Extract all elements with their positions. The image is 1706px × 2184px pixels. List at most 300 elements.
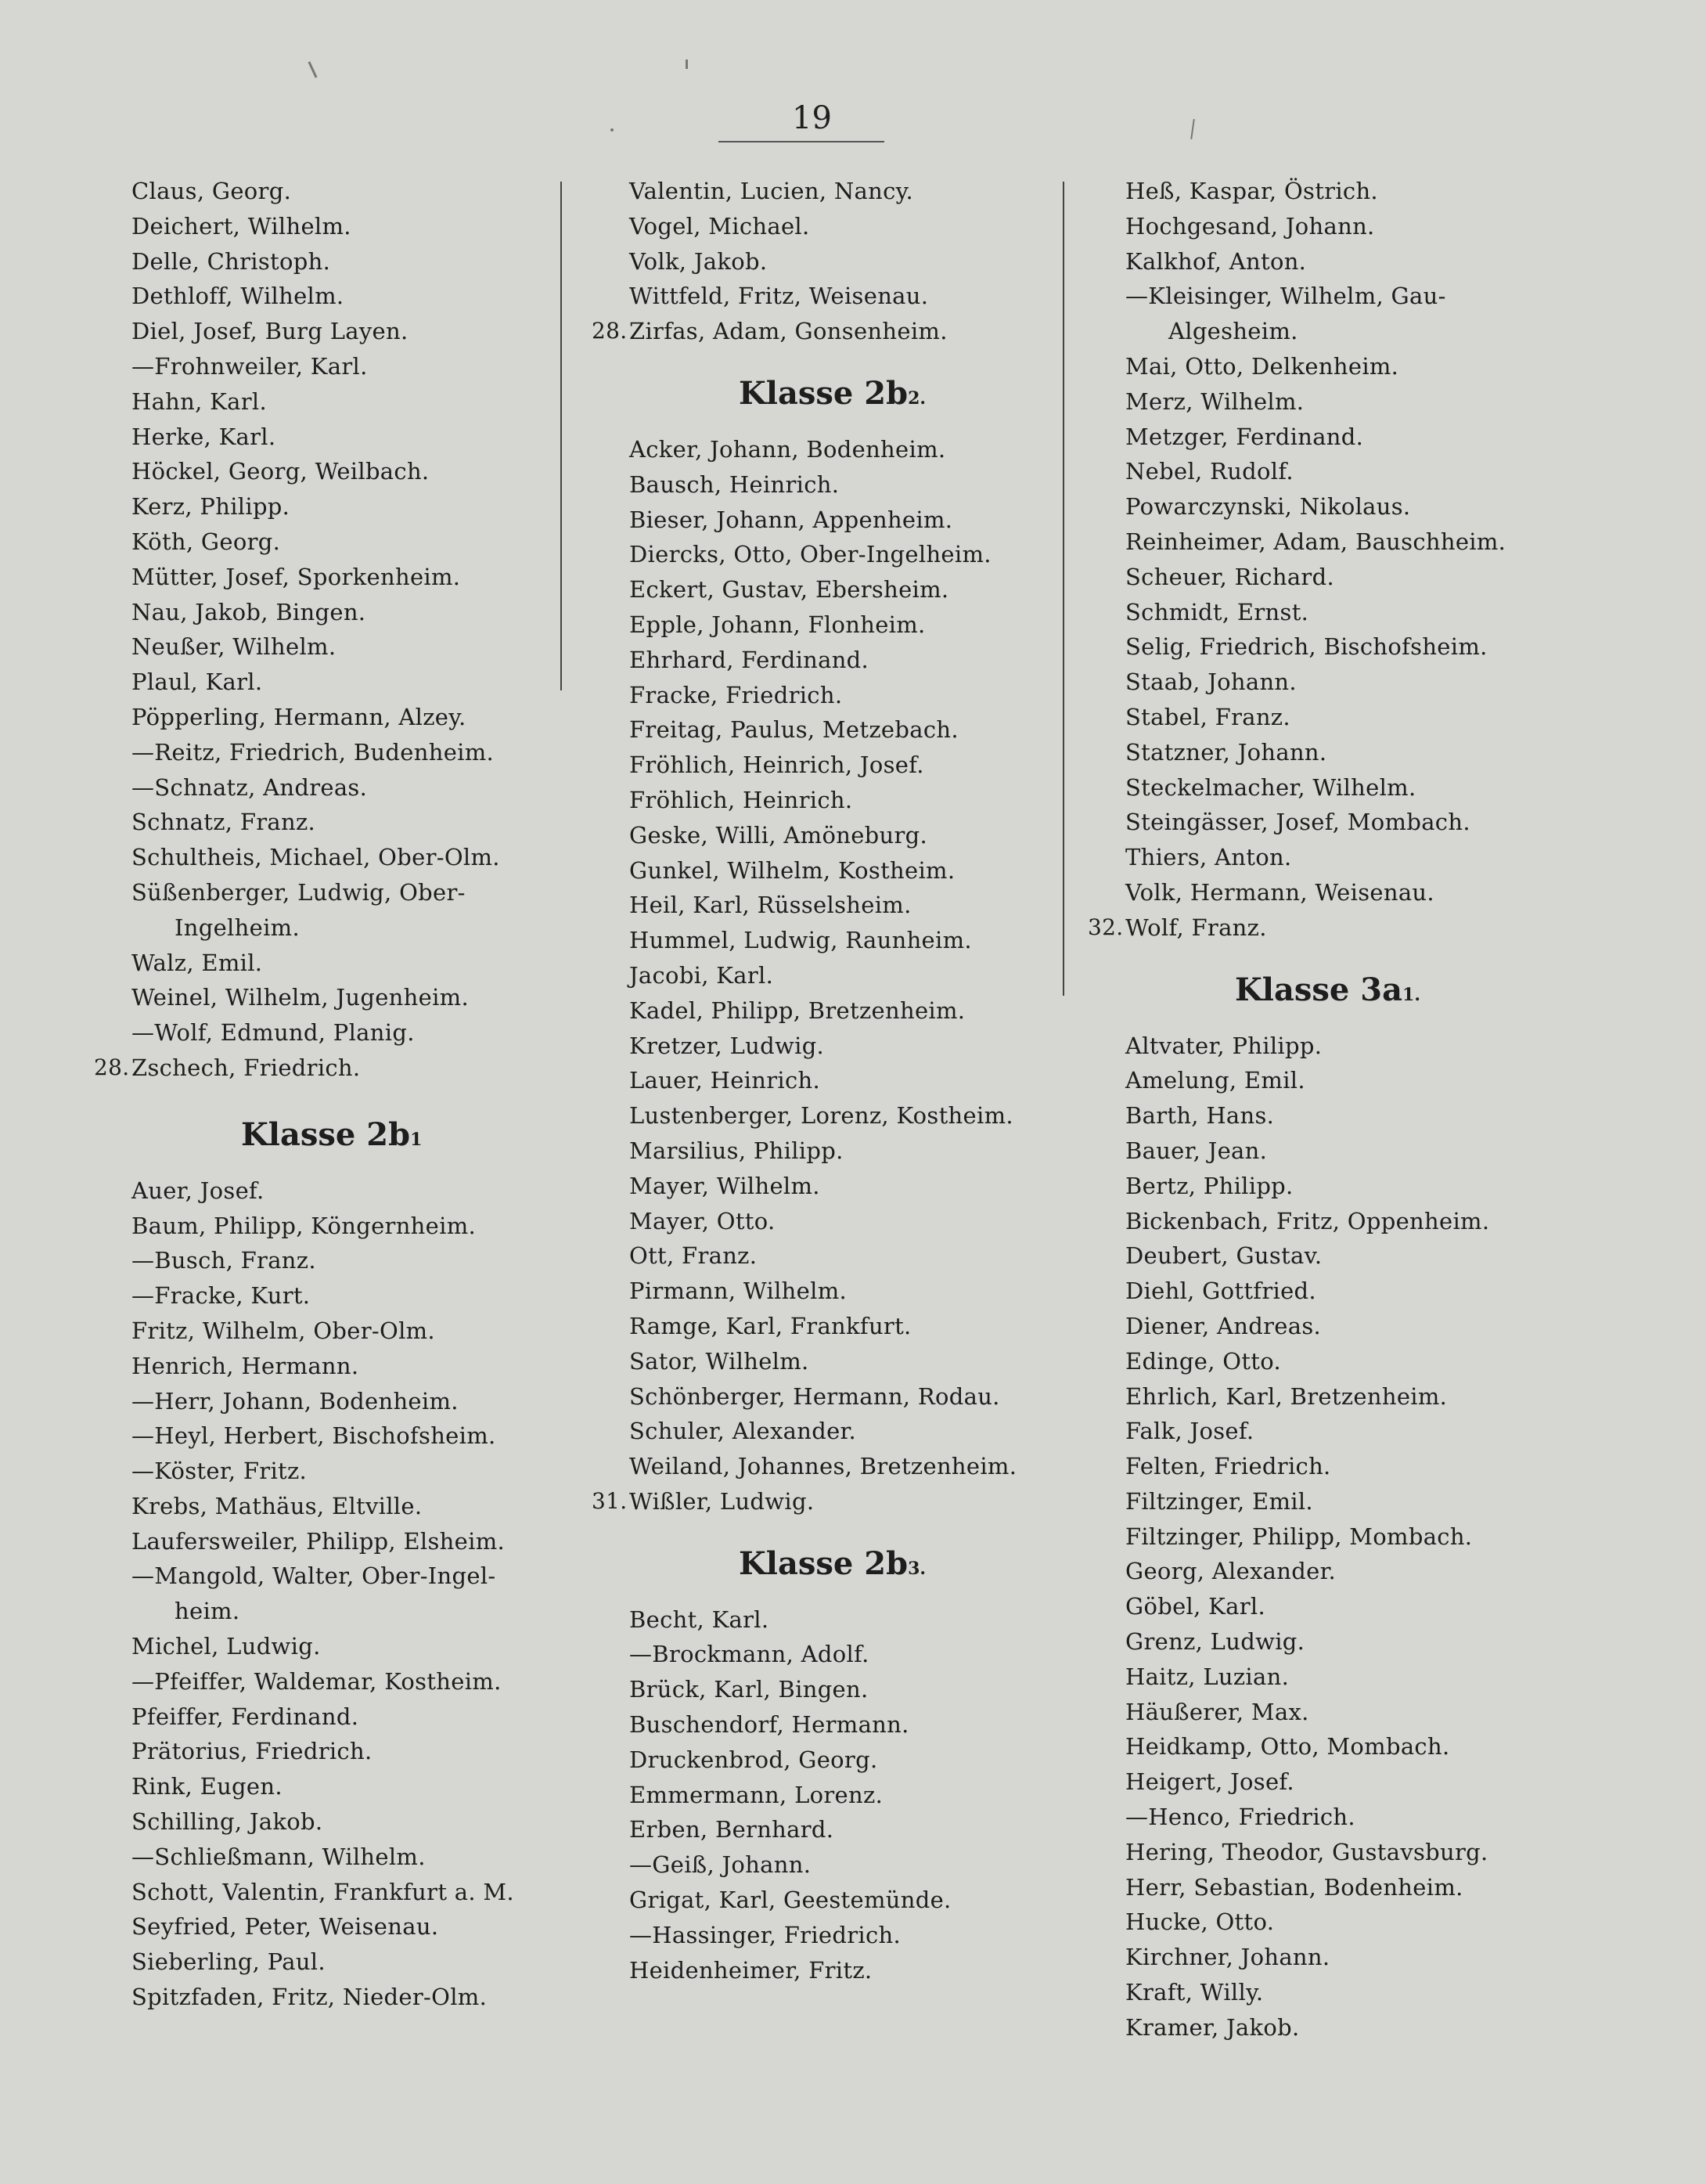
- list-item: [1125, 875, 1626, 910]
- section-gap: [1125, 946, 1626, 955]
- student-name: —Schließmann, Wilhelm.: [131, 1843, 426, 1870]
- list-item: [1125, 279, 1626, 314]
- list-item: [1125, 1309, 1626, 1344]
- student-name: —Brockmann, Adolf.: [629, 1641, 869, 1668]
- list-item: [629, 643, 1130, 678]
- list-item: [629, 1743, 1130, 1778]
- list-item: [1125, 384, 1626, 420]
- class-count: 32.: [1088, 914, 1124, 940]
- student-name: Hochgesand, Johann.: [1125, 212, 1375, 240]
- list-item: [629, 1414, 1130, 1449]
- student-name: Schmidt, Ernst.: [1125, 598, 1309, 625]
- list-item: [131, 1454, 632, 1489]
- list-item: [1088, 910, 1626, 946]
- list-item: [131, 1209, 632, 1244]
- student-name: Acker, Johann, Bodenheim.: [629, 435, 946, 463]
- list-item: [592, 314, 1130, 349]
- list-item: [131, 1699, 632, 1735]
- list-item: [629, 712, 1130, 748]
- class-heading-subscript: 2.: [908, 387, 927, 409]
- student-name: Ehrhard, Ferdinand.: [629, 646, 869, 673]
- student-name: Barth, Hans.: [1125, 1102, 1275, 1130]
- list-item: [629, 818, 1130, 853]
- list-item: [592, 1484, 1130, 1519]
- student-name: Buschendorf, Hermann.: [629, 1711, 909, 1739]
- list-item: [629, 678, 1130, 713]
- student-name: Pirmann, Wilhelm.: [629, 1278, 848, 1305]
- class-heading-label: Klasse 2b: [241, 1115, 411, 1153]
- list-item: [131, 946, 632, 981]
- list-item: [629, 888, 1130, 923]
- student-name: Fracke, Friedrich.: [629, 681, 843, 708]
- list-item: [629, 853, 1130, 888]
- scan-speck: [308, 61, 317, 77]
- student-name: Ramge, Karl, Frankfurt.: [629, 1312, 912, 1339]
- section-gap: [629, 349, 1130, 359]
- list-item: [1125, 1870, 1626, 1905]
- student-name: Heil, Karl, Rüsselsheim.: [629, 892, 912, 919]
- list-item: [131, 1804, 632, 1840]
- student-name: Laufersweiler, Philipp, Elsheim.: [131, 1527, 506, 1555]
- list-item: [629, 503, 1130, 538]
- student-name: Bauer, Jean.: [1125, 1137, 1268, 1164]
- student-name: —Heyl, Herbert, Bischofsheim.: [131, 1422, 496, 1450]
- student-name: Wittfeld, Fritz, Weisenau.: [629, 283, 929, 310]
- student-name: Merz, Wilhelm.: [1125, 387, 1305, 415]
- student-name: Brück, Karl, Bingen.: [629, 1676, 869, 1703]
- list-item: [629, 1778, 1130, 1813]
- list-item: [131, 1840, 632, 1875]
- student-name: Mai, Otto, Delkenheim.: [1125, 352, 1399, 380]
- list-item: [1125, 560, 1626, 595]
- list-item: [629, 748, 1130, 783]
- student-name: —Wolf, Edmund, Planig.: [131, 1019, 415, 1047]
- student-name: Nau, Jakob, Bingen.: [131, 598, 366, 625]
- page-number-rule: [718, 141, 884, 142]
- list-item: [131, 1278, 632, 1314]
- list-item: [131, 595, 632, 630]
- student-name: Georg, Alexander.: [1125, 1558, 1337, 1585]
- class-heading-label: Klasse 2b: [739, 1544, 909, 1582]
- list-item: [131, 1734, 632, 1769]
- list-item: [131, 629, 632, 665]
- student-name: Edinge, Otto.: [1125, 1347, 1281, 1375]
- list-item: [131, 1629, 632, 1664]
- list-item: [1125, 1660, 1626, 1695]
- list-item: [629, 993, 1130, 1029]
- student-name: Häußerer, Max.: [1125, 1698, 1309, 1725]
- list-item: [629, 1883, 1130, 1918]
- student-name: Schott, Valentin, Frankfurt a. M.: [131, 1878, 514, 1905]
- student-name: Dethloff, Wilhelm.: [131, 283, 344, 310]
- class-heading: [629, 359, 1130, 429]
- list-item: [131, 1015, 632, 1051]
- list-item: [1125, 805, 1626, 840]
- student-name: Felten, Friedrich.: [1125, 1453, 1331, 1480]
- list-item-continuation: [1125, 314, 1626, 349]
- list-item: [1125, 595, 1626, 630]
- student-name: Heidenheimer, Fritz.: [629, 1956, 873, 1984]
- student-name: Claus, Georg.: [131, 178, 292, 204]
- student-name: —Busch, Franz.: [131, 1247, 316, 1274]
- student-name: Freitag, Paulus, Metzebach.: [629, 716, 959, 744]
- list-item: [1125, 1414, 1626, 1449]
- student-name: Filtzinger, Emil.: [1125, 1487, 1313, 1515]
- list-item: [629, 1847, 1130, 1883]
- list-item: [629, 279, 1130, 314]
- student-name: Schultheis, Michael, Ober-Olm.: [131, 844, 500, 871]
- list-item: [629, 209, 1130, 244]
- list-item: [131, 1489, 632, 1524]
- student-name: Sator, Wilhelm.: [629, 1347, 809, 1375]
- list-item: [629, 244, 1130, 279]
- student-name: Lauer, Heinrich.: [629, 1067, 820, 1094]
- student-name: Marsilius, Philipp.: [629, 1137, 844, 1164]
- list-item: [1125, 1695, 1626, 1730]
- section-gap: [131, 1086, 632, 1100]
- list-item: [131, 244, 632, 279]
- class-heading-subscript: 1: [410, 1129, 423, 1150]
- scan-speck: [610, 128, 614, 132]
- student-name: Pfeiffer, Ferdinand.: [131, 1703, 359, 1730]
- list-item: [1125, 209, 1626, 244]
- student-name: Kramer, Jakob.: [1125, 2013, 1300, 2041]
- list-item-continuation: [131, 910, 632, 946]
- list-item: [1125, 1764, 1626, 1800]
- student-name: Prätorius, Friedrich.: [131, 1738, 373, 1765]
- student-name: Grenz, Ludwig.: [1125, 1628, 1305, 1656]
- class-heading-subscript: 3.: [908, 1558, 927, 1579]
- student-name: Höckel, Georg, Weilbach.: [131, 458, 430, 485]
- student-name: Fröhlich, Heinrich.: [629, 786, 853, 813]
- list-item: [629, 432, 1130, 467]
- student-name: Heidkamp, Otto, Mombach.: [1125, 1733, 1450, 1761]
- page-number: 19: [792, 100, 832, 136]
- student-name: —Fracke, Kurt.: [131, 1282, 311, 1310]
- student-name: Pöpperling, Hermann, Alzey.: [131, 703, 466, 730]
- student-name: Epple, Johann, Flonheim.: [629, 611, 926, 638]
- student-name: Filtzinger, Philipp, Mombach.: [1125, 1523, 1473, 1550]
- student-name: —Hassinger, Friedrich.: [629, 1921, 901, 1948]
- student-name: Rink, Eugen.: [131, 1773, 283, 1800]
- student-name: Algesheim.: [1168, 318, 1298, 345]
- list-item: [629, 783, 1130, 818]
- list-item: [1125, 1484, 1626, 1519]
- student-name: Kretzer, Ludwig.: [629, 1032, 825, 1059]
- list-item: [1125, 1519, 1626, 1555]
- student-name: Selig, Friedrich, Bischofsheim.: [1125, 633, 1488, 661]
- student-name: Göbel, Karl.: [1125, 1593, 1265, 1620]
- list-item: [131, 1944, 632, 1980]
- list-item: [629, 1204, 1130, 1239]
- student-name: Amelung, Emil.: [1125, 1067, 1305, 1094]
- list-item: [131, 840, 632, 875]
- student-name: Geske, Willi, Amöneburg.: [629, 821, 928, 849]
- list-item: [1125, 174, 1626, 209]
- student-name: Volk, Jakob.: [629, 247, 768, 275]
- student-name: Diercks, Otto, Ober-Ingelheim.: [629, 541, 992, 568]
- list-item: [629, 572, 1130, 607]
- student-name: Schönberger, Hermann, Rodau.: [629, 1382, 1000, 1410]
- list-item: [131, 980, 632, 1015]
- student-name: —Mangold, Walter, Ober-Ingel-: [131, 1562, 496, 1590]
- list-item: [131, 279, 632, 314]
- list-item: [1125, 349, 1626, 384]
- list-item-continuation: [131, 1594, 632, 1629]
- list-item: [1125, 665, 1626, 700]
- student-name: Jacobi, Karl.: [629, 961, 774, 989]
- list-item: [131, 209, 632, 244]
- student-name: Diel, Josef, Burg Layen.: [131, 318, 409, 345]
- class-heading-subscript: 1.: [1402, 984, 1421, 1005]
- student-name: Hahn, Karl.: [131, 387, 267, 415]
- class-count: 31.: [592, 1487, 628, 1514]
- list-item: [1125, 1029, 1626, 1064]
- list-item: [629, 1602, 1130, 1638]
- student-name: Powarczynski, Nikolaus.: [1125, 493, 1411, 521]
- student-name: Kraft, Willy.: [1125, 1979, 1264, 2006]
- list-item: [131, 1664, 632, 1699]
- list-item: [1125, 1940, 1626, 1975]
- student-name: Heigert, Josef.: [1125, 1768, 1294, 1796]
- student-name: Altvater, Philipp.: [1125, 1032, 1323, 1059]
- student-name: Volk, Hermann, Weisenau.: [1125, 878, 1434, 906]
- list-item: [629, 1707, 1130, 1743]
- list-item: [131, 489, 632, 524]
- student-name: Hering, Theodor, Gustavsburg.: [1125, 1838, 1488, 1865]
- student-name: —Kleisinger, Wilhelm, Gau-: [1125, 283, 1446, 310]
- list-item: [131, 314, 632, 349]
- student-name: Falk, Josef.: [1125, 1418, 1254, 1445]
- student-name: Weinel, Wilhelm, Jugenheim.: [131, 984, 469, 1011]
- student-name: Erben, Bernhard.: [629, 1816, 834, 1843]
- student-name: Walz, Emil.: [131, 949, 263, 976]
- list-item: [131, 805, 632, 840]
- student-name: Kadel, Philipp, Bretzenheim.: [629, 996, 966, 1024]
- student-name: Schuler, Alexander.: [629, 1418, 857, 1445]
- student-name: Bieser, Johann, Appenheim.: [629, 506, 953, 533]
- student-name: Vogel, Michael.: [629, 212, 810, 240]
- list-item: [1125, 1238, 1626, 1274]
- student-name: Baum, Philipp, Köngernheim.: [131, 1212, 477, 1239]
- list-item: [629, 1029, 1130, 1064]
- student-name: Metzger, Ferdinand.: [1125, 423, 1364, 450]
- student-name: Auer, Josef.: [131, 1177, 265, 1204]
- list-item: [1125, 1133, 1626, 1169]
- list-item: [1125, 524, 1626, 560]
- student-name: Michel, Ludwig.: [131, 1633, 321, 1660]
- student-name: Mütter, Josef, Sporkenheim.: [131, 563, 461, 590]
- class-heading: [131, 1100, 632, 1170]
- student-name: Steckelmacher, Wilhelm.: [1125, 773, 1416, 801]
- list-item: [629, 1238, 1130, 1274]
- class-heading: [1125, 955, 1626, 1025]
- list-item: [629, 1449, 1130, 1484]
- list-item: [629, 923, 1130, 958]
- list-item: [629, 607, 1130, 643]
- list-item: [131, 384, 632, 420]
- list-item: [629, 1344, 1130, 1379]
- list-item: [1125, 1624, 1626, 1660]
- student-name: Süßenberger, Ludwig, Ober-: [131, 878, 466, 906]
- student-name: Mayer, Wilhelm.: [629, 1172, 820, 1199]
- student-name: Becht, Karl.: [629, 1606, 769, 1633]
- student-name: Lustenberger, Lorenz, Kostheim.: [629, 1102, 1013, 1130]
- list-item: [629, 1672, 1130, 1707]
- student-name: Heß, Kaspar, Östrich.: [1125, 178, 1378, 204]
- list-item: [629, 1274, 1130, 1309]
- list-item: [1125, 420, 1626, 455]
- list-item: [131, 1980, 632, 2015]
- list-item: [131, 560, 632, 595]
- student-name: Diehl, Gottfried.: [1125, 1278, 1316, 1305]
- student-name: Emmermann, Lorenz.: [629, 1781, 884, 1808]
- student-name: Gunkel, Wilhelm, Kostheim.: [629, 856, 956, 884]
- list-item: [131, 770, 632, 805]
- student-name: Stabel, Franz.: [1125, 703, 1290, 730]
- student-name: —Köster, Fritz.: [131, 1458, 308, 1485]
- student-name: Nebel, Rudolf.: [1125, 458, 1294, 485]
- list-item: [629, 1098, 1130, 1133]
- student-name: Henrich, Hermann.: [131, 1352, 359, 1379]
- list-item: [131, 1243, 632, 1278]
- class-count: 28.: [94, 1054, 130, 1080]
- student-name: Zirfas, Adam, Gonsenheim.: [629, 318, 948, 345]
- student-name: Herr, Sebastian, Bodenheim.: [1125, 1873, 1463, 1901]
- student-name: Zschech, Friedrich.: [131, 1054, 361, 1081]
- list-item: [1125, 1379, 1626, 1415]
- student-name: Hucke, Otto.: [1125, 1908, 1275, 1936]
- list-item: [131, 1559, 632, 1594]
- list-item: [1125, 1800, 1626, 1835]
- list-item: [131, 1875, 632, 1910]
- student-name: heim.: [175, 1598, 240, 1625]
- list-item: [1125, 840, 1626, 875]
- list-item: [1125, 735, 1626, 770]
- list-item: [629, 1953, 1130, 1988]
- student-name: Sieberling, Paul.: [131, 1948, 326, 1976]
- list-item: [94, 1051, 632, 1086]
- student-name: Druckenbrod, Georg.: [629, 1746, 878, 1773]
- student-name: —Schnatz, Andreas.: [131, 773, 368, 801]
- student-name: Kalkhof, Anton.: [1125, 247, 1307, 275]
- list-item: [629, 174, 1130, 209]
- list-item: [629, 958, 1130, 993]
- student-name: Krebs, Mathäus, Eltville.: [131, 1492, 423, 1519]
- list-item: [629, 1637, 1130, 1672]
- list-item: [629, 537, 1130, 572]
- list-item: [1125, 1063, 1626, 1098]
- list-item: [1125, 1729, 1626, 1764]
- list-item: [1125, 1204, 1626, 1239]
- student-name: Ott, Franz.: [629, 1242, 758, 1270]
- list-item: [131, 1314, 632, 1349]
- list-item: [629, 1133, 1130, 1169]
- list-item: [131, 349, 632, 384]
- scan-speck: [686, 59, 688, 69]
- student-name: Delle, Christoph.: [131, 247, 331, 275]
- list-item: [1125, 1835, 1626, 1870]
- student-name: —Herr, Johann, Bodenheim.: [131, 1387, 459, 1415]
- student-name: Wißler, Ludwig.: [629, 1487, 815, 1515]
- list-item: [629, 1918, 1130, 1953]
- student-name: —Frohnweiler, Karl.: [131, 352, 368, 380]
- list-item: [1125, 1975, 1626, 2010]
- student-name: —Reitz, Friedrich, Budenheim.: [131, 738, 495, 766]
- student-name: Steingässer, Josef, Mombach.: [1125, 809, 1470, 836]
- student-name: Fritz, Wilhelm, Ober-Olm.: [131, 1317, 435, 1344]
- list-item: [131, 700, 632, 735]
- list-item: [131, 1384, 632, 1419]
- class-heading-label: Klasse 2b: [739, 374, 909, 412]
- student-name: Bertz, Philipp.: [1125, 1172, 1294, 1199]
- student-name: Schilling, Jakob.: [131, 1808, 323, 1836]
- student-name: Thiers, Anton.: [1125, 844, 1292, 871]
- student-name: Köth, Georg.: [131, 528, 281, 555]
- student-name: Schnatz, Franz.: [131, 809, 316, 836]
- list-item: [629, 1379, 1130, 1415]
- list-item: [629, 1063, 1130, 1098]
- list-item: [131, 735, 632, 770]
- list-item: [131, 1909, 632, 1944]
- student-name: Deubert, Gustav.: [1125, 1242, 1323, 1270]
- list-item: [1125, 454, 1626, 489]
- student-name: Neußer, Wilhelm.: [131, 633, 337, 661]
- column-right: [1088, 174, 1626, 2045]
- list-item: [131, 1349, 632, 1384]
- list-item: [131, 420, 632, 455]
- class-count: 28.: [592, 318, 628, 344]
- list-item: [131, 454, 632, 489]
- list-item: [1125, 2010, 1626, 2045]
- student-name: —Pfeiffer, Waldemar, Kostheim.: [131, 1667, 502, 1695]
- student-name: Kirchner, Johann.: [1125, 1944, 1330, 1971]
- student-name: Plaul, Karl.: [131, 669, 263, 696]
- class-heading-label: Klasse 3a: [1235, 971, 1403, 1008]
- student-name: Weiland, Johannes, Bretzenheim.: [629, 1453, 1017, 1480]
- student-name: Spitzfaden, Fritz, Nieder-Olm.: [131, 1984, 488, 2011]
- student-name: Ingelheim.: [175, 914, 300, 941]
- student-name: Kerz, Philipp.: [131, 493, 290, 521]
- list-item: [1125, 1098, 1626, 1133]
- list-item: [131, 524, 632, 560]
- list-item: [1125, 1169, 1626, 1204]
- list-item: [1125, 770, 1626, 805]
- list-item: [629, 467, 1130, 503]
- student-name: Haitz, Luzian.: [1125, 1663, 1290, 1690]
- section-gap: [629, 1519, 1130, 1529]
- student-name: Deichert, Wilhelm.: [131, 212, 351, 240]
- list-item: [1125, 1589, 1626, 1624]
- student-name: Herke, Karl.: [131, 423, 276, 450]
- student-name: —Geiß, Johann.: [629, 1851, 812, 1879]
- list-item: [1125, 489, 1626, 524]
- list-item: [1125, 244, 1626, 279]
- list-item: [1125, 700, 1626, 735]
- student-name: Staab, Johann.: [1125, 669, 1297, 696]
- student-name: Scheuer, Richard.: [1125, 563, 1334, 590]
- student-name: Bickenbach, Fritz, Oppenheim.: [1125, 1207, 1490, 1234]
- class-heading: [629, 1529, 1130, 1599]
- list-item: [1125, 1905, 1626, 1940]
- list-item: [1125, 1449, 1626, 1484]
- student-name: Bausch, Heinrich.: [629, 470, 840, 498]
- list-item: [131, 1524, 632, 1559]
- list-item: [1125, 1344, 1626, 1379]
- list-item: [131, 1769, 632, 1804]
- list-item: [629, 1309, 1130, 1344]
- student-name: Ehrlich, Karl, Bretzenheim.: [1125, 1382, 1448, 1410]
